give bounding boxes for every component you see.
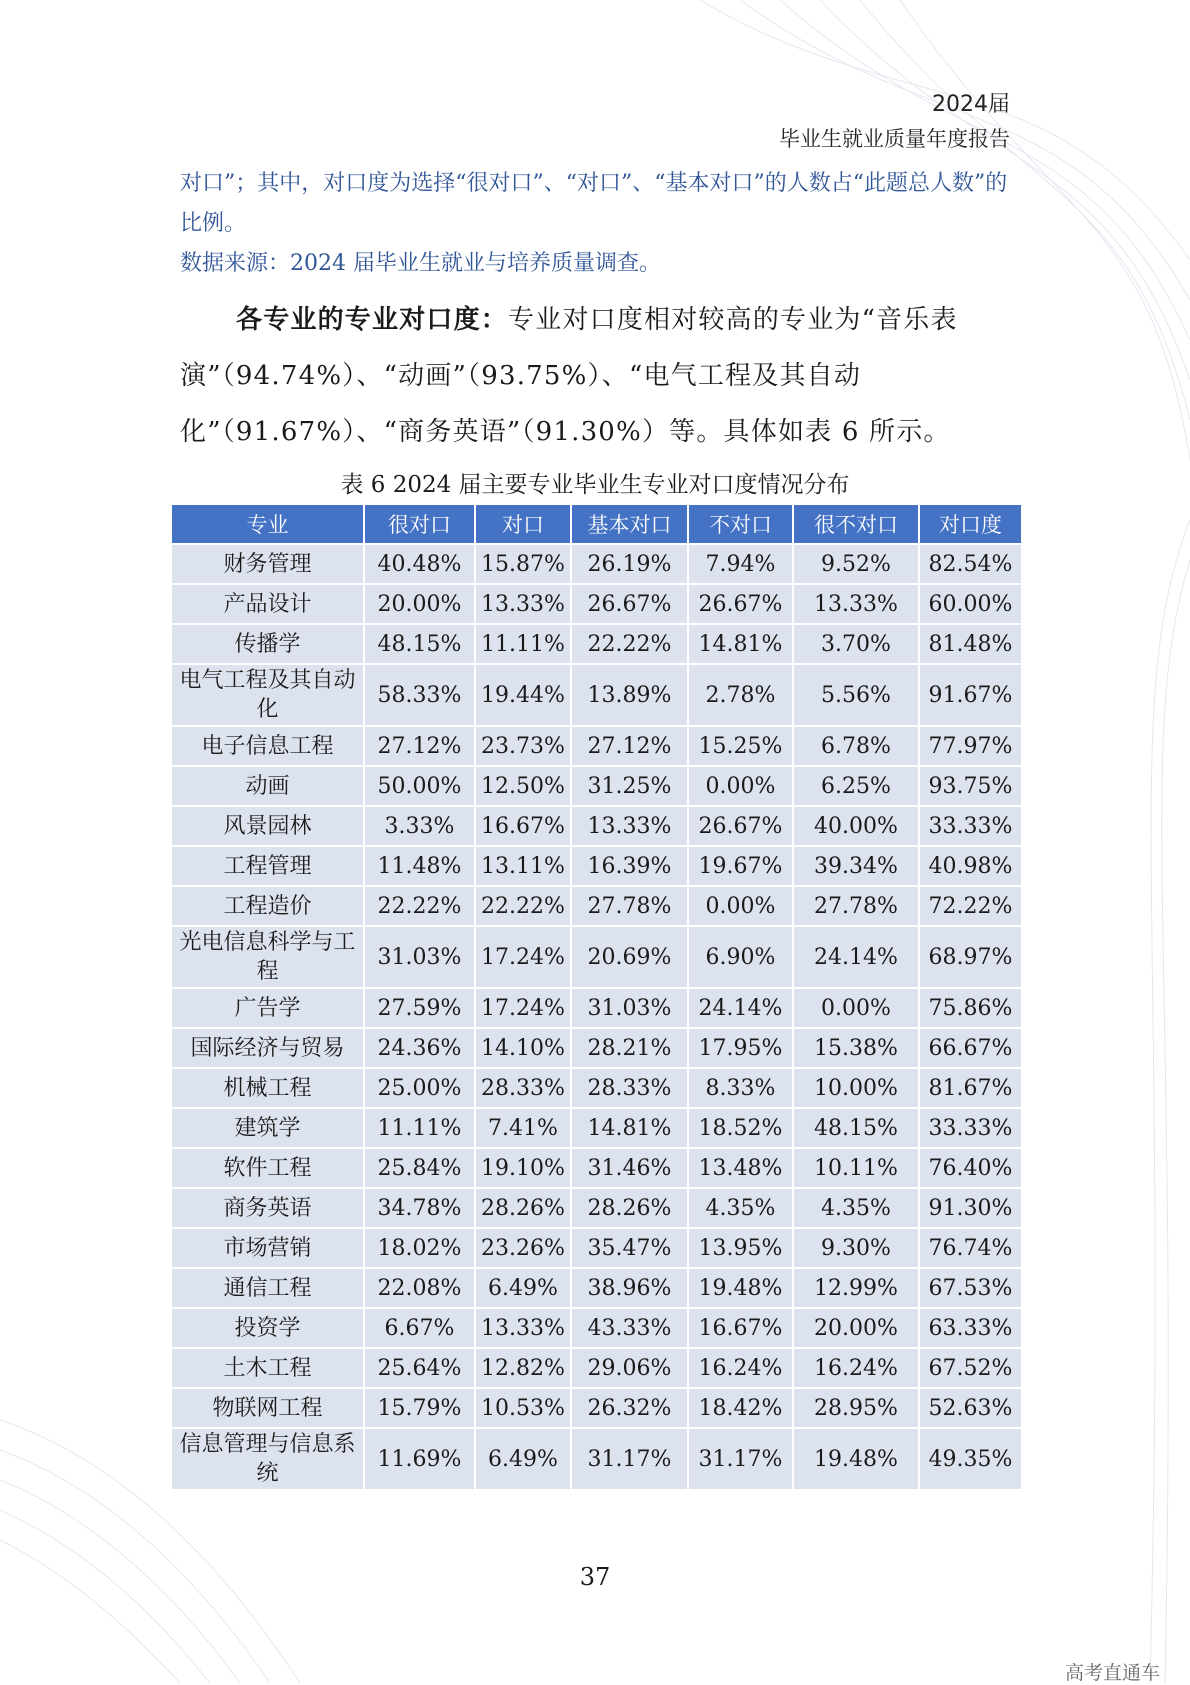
cell-unmatched: 13.95%	[688, 1228, 793, 1268]
cell-unmatched: 24.14%	[688, 988, 793, 1028]
table-header-row	[171, 504, 1022, 544]
table-row	[171, 1388, 1022, 1428]
cell-unmatched: 19.67%	[688, 846, 793, 886]
cell-very-unmatched: 40.00%	[793, 806, 919, 846]
cell-very-matched: 11.11%	[364, 1108, 475, 1148]
col-header-very-unmatched: 很不对口	[793, 504, 919, 544]
cell-major: 土木工程	[171, 1348, 364, 1388]
cell-matched: 7.41%	[475, 1108, 571, 1148]
cell-very-matched: 40.48%	[364, 544, 475, 584]
note-text: 对口”；其中，对口度为选择“很对口”、“对口”、“基本对口”的人数占“此题总人数”的比例。	[180, 171, 1008, 236]
table-row	[171, 1028, 1022, 1068]
cell-match-rate: 81.67%	[919, 1068, 1022, 1108]
cell-unmatched: 4.35%	[688, 1188, 793, 1228]
cell-very-matched: 50.00%	[364, 766, 475, 806]
cell-major: 电气工程及其自动化	[171, 664, 364, 726]
cell-major: 市场营销	[171, 1228, 364, 1268]
cell-major: 信息管理与信息系统	[171, 1428, 364, 1490]
cell-matched: 14.10%	[475, 1028, 571, 1068]
cell-major: 财务管理	[171, 544, 364, 584]
table-row	[171, 1268, 1022, 1308]
cell-very-matched: 22.08%	[364, 1268, 475, 1308]
cell-match-rate: 33.33%	[919, 806, 1022, 846]
cell-very-unmatched: 10.11%	[793, 1148, 919, 1188]
cell-unmatched: 16.24%	[688, 1348, 793, 1388]
cell-match-rate: 93.75%	[919, 766, 1022, 806]
table-row	[171, 846, 1022, 886]
cell-basically-matched: 31.25%	[571, 766, 688, 806]
cell-unmatched: 0.00%	[688, 886, 793, 926]
cell-unmatched: 7.94%	[688, 544, 793, 584]
cell-major: 软件工程	[171, 1148, 364, 1188]
cell-matched: 12.50%	[475, 766, 571, 806]
cell-very-matched: 25.84%	[364, 1148, 475, 1188]
cell-unmatched: 17.95%	[688, 1028, 793, 1068]
cell-very-unmatched: 20.00%	[793, 1308, 919, 1348]
cell-match-rate: 75.86%	[919, 988, 1022, 1028]
table-row	[171, 1348, 1022, 1388]
cell-match-rate: 81.48%	[919, 624, 1022, 664]
col-header-basically-matched: 基本对口	[571, 504, 688, 544]
cell-matched: 17.24%	[475, 988, 571, 1028]
cell-matched: 17.24%	[475, 926, 571, 988]
cell-very-unmatched: 4.35%	[793, 1188, 919, 1228]
table-row	[171, 988, 1022, 1028]
col-header-matched: 对口	[475, 504, 571, 544]
cell-very-unmatched: 24.14%	[793, 926, 919, 988]
table-row	[171, 926, 1022, 988]
cell-major: 投资学	[171, 1308, 364, 1348]
data-source: 数据来源：2024 届毕业生就业与培养质量调查。	[180, 251, 661, 276]
cell-very-unmatched: 16.24%	[793, 1348, 919, 1388]
cell-basically-matched: 14.81%	[571, 1108, 688, 1148]
cell-match-rate: 49.35%	[919, 1428, 1022, 1490]
cell-basically-matched: 16.39%	[571, 846, 688, 886]
cell-basically-matched: 26.19%	[571, 544, 688, 584]
body-paragraph	[180, 292, 1020, 460]
cell-basically-matched: 26.32%	[571, 1388, 688, 1428]
cell-major: 电子信息工程	[171, 726, 364, 766]
cell-matched: 19.10%	[475, 1148, 571, 1188]
cell-basically-matched: 27.12%	[571, 726, 688, 766]
cell-basically-matched: 20.69%	[571, 926, 688, 988]
cell-basically-matched: 35.47%	[571, 1228, 688, 1268]
table-row	[171, 886, 1022, 926]
cell-unmatched: 19.48%	[688, 1268, 793, 1308]
cell-very-matched: 31.03%	[364, 926, 475, 988]
cell-very-matched: 27.59%	[364, 988, 475, 1028]
cell-very-unmatched: 13.33%	[793, 584, 919, 624]
cell-match-rate: 76.74%	[919, 1228, 1022, 1268]
table-row	[171, 1148, 1022, 1188]
cell-match-rate: 68.97%	[919, 926, 1022, 988]
cell-matched: 23.26%	[475, 1228, 571, 1268]
cell-matched: 10.53%	[475, 1388, 571, 1428]
cell-matched: 13.33%	[475, 584, 571, 624]
cell-major: 机械工程	[171, 1068, 364, 1108]
cell-unmatched: 6.90%	[688, 926, 793, 988]
cell-very-unmatched: 5.56%	[793, 664, 919, 726]
cell-basically-matched: 31.46%	[571, 1148, 688, 1188]
cell-very-unmatched: 10.00%	[793, 1068, 919, 1108]
cell-very-unmatched: 27.78%	[793, 886, 919, 926]
cell-unmatched: 15.25%	[688, 726, 793, 766]
cell-major: 动画	[171, 766, 364, 806]
header-year: 2024届	[932, 92, 1010, 117]
table-row	[171, 664, 1022, 726]
cell-basically-matched: 43.33%	[571, 1308, 688, 1348]
cell-very-matched: 11.69%	[364, 1428, 475, 1490]
table-row	[171, 1228, 1022, 1268]
table-row	[171, 624, 1022, 664]
cell-basically-matched: 28.33%	[571, 1068, 688, 1108]
cell-very-matched: 25.00%	[364, 1068, 475, 1108]
header-title: 毕业生就业质量年度报告	[779, 127, 1010, 151]
cell-very-matched: 3.33%	[364, 806, 475, 846]
cell-unmatched: 0.00%	[688, 766, 793, 806]
cell-unmatched: 26.67%	[688, 584, 793, 624]
cell-matched: 16.67%	[475, 806, 571, 846]
cell-major: 工程管理	[171, 846, 364, 886]
cell-basically-matched: 28.26%	[571, 1188, 688, 1228]
cell-matched: 6.49%	[475, 1428, 571, 1490]
paragraph-body: 专业对口度相对较高的专业为“音乐表演”（94.74%）、“动画”（93.75%）、“电气工程及其自动化”（91.67%）、“商务英语”（91.30%）等。具体如表 6 所示。	[180, 305, 958, 447]
table-row	[171, 1068, 1022, 1108]
cell-matched: 12.82%	[475, 1348, 571, 1388]
cell-very-unmatched: 39.34%	[793, 846, 919, 886]
cell-match-rate: 67.53%	[919, 1268, 1022, 1308]
cell-basically-matched: 27.78%	[571, 886, 688, 926]
cell-very-unmatched: 0.00%	[793, 988, 919, 1028]
cell-match-rate: 66.67%	[919, 1028, 1022, 1068]
cell-match-rate: 67.52%	[919, 1348, 1022, 1388]
cell-matched: 13.33%	[475, 1308, 571, 1348]
cell-major: 传播学	[171, 624, 364, 664]
cell-major: 产品设计	[171, 584, 364, 624]
cell-very-unmatched: 15.38%	[793, 1028, 919, 1068]
cell-very-matched: 48.15%	[364, 624, 475, 664]
cell-very-matched: 15.79%	[364, 1388, 475, 1428]
cell-unmatched: 16.67%	[688, 1308, 793, 1348]
table-caption: 表 6 2024 届主要专业毕业生专业对口度情况分布	[340, 472, 850, 498]
cell-unmatched: 8.33%	[688, 1068, 793, 1108]
cell-major: 风景园林	[171, 806, 364, 846]
cell-matched: 6.49%	[475, 1268, 571, 1308]
cell-very-matched: 6.67%	[364, 1308, 475, 1348]
table-row	[171, 544, 1022, 584]
cell-very-unmatched: 6.25%	[793, 766, 919, 806]
cell-basically-matched: 13.33%	[571, 806, 688, 846]
cell-very-unmatched: 28.95%	[793, 1388, 919, 1428]
cell-unmatched: 2.78%	[688, 664, 793, 726]
cell-match-rate: 63.33%	[919, 1308, 1022, 1348]
table-row	[171, 806, 1022, 846]
cell-matched: 23.73%	[475, 726, 571, 766]
cell-matched: 28.26%	[475, 1188, 571, 1228]
cell-very-unmatched: 6.78%	[793, 726, 919, 766]
major-match-table	[170, 503, 1023, 1491]
cell-very-matched: 58.33%	[364, 664, 475, 726]
paragraph-lead: 各专业的专业对口度：	[236, 305, 509, 335]
cell-very-matched: 24.36%	[364, 1028, 475, 1068]
cell-matched: 11.11%	[475, 624, 571, 664]
cell-matched: 15.87%	[475, 544, 571, 584]
cell-basically-matched: 22.22%	[571, 624, 688, 664]
cell-match-rate: 33.33%	[919, 1108, 1022, 1148]
table-row	[171, 1308, 1022, 1348]
cell-basically-matched: 38.96%	[571, 1268, 688, 1308]
cell-match-rate: 91.67%	[919, 664, 1022, 726]
watermark-text: 高考直通车	[1064, 1662, 1160, 1684]
page-number: 37	[579, 1563, 611, 1591]
table-row	[171, 766, 1022, 806]
cell-very-unmatched: 12.99%	[793, 1268, 919, 1308]
cell-very-unmatched: 9.30%	[793, 1228, 919, 1268]
cell-match-rate: 82.54%	[919, 544, 1022, 584]
cell-match-rate: 72.22%	[919, 886, 1022, 926]
cell-major: 工程造价	[171, 886, 364, 926]
cell-unmatched: 26.67%	[688, 806, 793, 846]
cell-major: 建筑学	[171, 1108, 364, 1148]
col-header-unmatched: 不对口	[688, 504, 793, 544]
cell-match-rate: 60.00%	[919, 584, 1022, 624]
table-row	[171, 1108, 1022, 1148]
col-header-very-matched: 很对口	[364, 504, 475, 544]
cell-very-unmatched: 3.70%	[793, 624, 919, 664]
cell-very-matched: 27.12%	[364, 726, 475, 766]
cell-match-rate: 76.40%	[919, 1148, 1022, 1188]
cell-basically-matched: 31.17%	[571, 1428, 688, 1490]
report-header	[779, 88, 1010, 156]
cell-unmatched: 18.42%	[688, 1388, 793, 1428]
cell-very-matched: 20.00%	[364, 584, 475, 624]
table-row	[171, 1188, 1022, 1228]
table-row	[171, 584, 1022, 624]
col-header-match-rate: 对口度	[919, 504, 1022, 544]
cell-basically-matched: 28.21%	[571, 1028, 688, 1068]
cell-match-rate: 91.30%	[919, 1188, 1022, 1228]
cell-match-rate: 40.98%	[919, 846, 1022, 886]
cell-unmatched: 13.48%	[688, 1148, 793, 1188]
cell-matched: 13.11%	[475, 846, 571, 886]
cell-very-unmatched: 19.48%	[793, 1428, 919, 1490]
cell-matched: 22.22%	[475, 886, 571, 926]
cell-major: 光电信息科学与工程	[171, 926, 364, 988]
table-row	[171, 726, 1022, 766]
table-note	[180, 164, 1010, 284]
cell-basically-matched: 13.89%	[571, 664, 688, 726]
cell-very-matched: 18.02%	[364, 1228, 475, 1268]
cell-very-matched: 25.64%	[364, 1348, 475, 1388]
cell-basically-matched: 29.06%	[571, 1348, 688, 1388]
cell-major: 通信工程	[171, 1268, 364, 1308]
cell-very-matched: 22.22%	[364, 886, 475, 926]
cell-unmatched: 18.52%	[688, 1108, 793, 1148]
col-header-major: 专业	[171, 504, 364, 544]
cell-very-matched: 11.48%	[364, 846, 475, 886]
cell-matched: 28.33%	[475, 1068, 571, 1108]
cell-unmatched: 31.17%	[688, 1428, 793, 1490]
cell-unmatched: 14.81%	[688, 624, 793, 664]
cell-matched: 19.44%	[475, 664, 571, 726]
cell-major: 商务英语	[171, 1188, 364, 1228]
cell-major: 国际经济与贸易	[171, 1028, 364, 1068]
cell-major: 物联网工程	[171, 1388, 364, 1428]
cell-very-matched: 34.78%	[364, 1188, 475, 1228]
cell-match-rate: 52.63%	[919, 1388, 1022, 1428]
cell-basically-matched: 26.67%	[571, 584, 688, 624]
cell-major: 广告学	[171, 988, 364, 1028]
table-row	[171, 1428, 1022, 1490]
cell-match-rate: 77.97%	[919, 726, 1022, 766]
cell-very-unmatched: 9.52%	[793, 544, 919, 584]
cell-basically-matched: 31.03%	[571, 988, 688, 1028]
cell-very-unmatched: 48.15%	[793, 1108, 919, 1148]
